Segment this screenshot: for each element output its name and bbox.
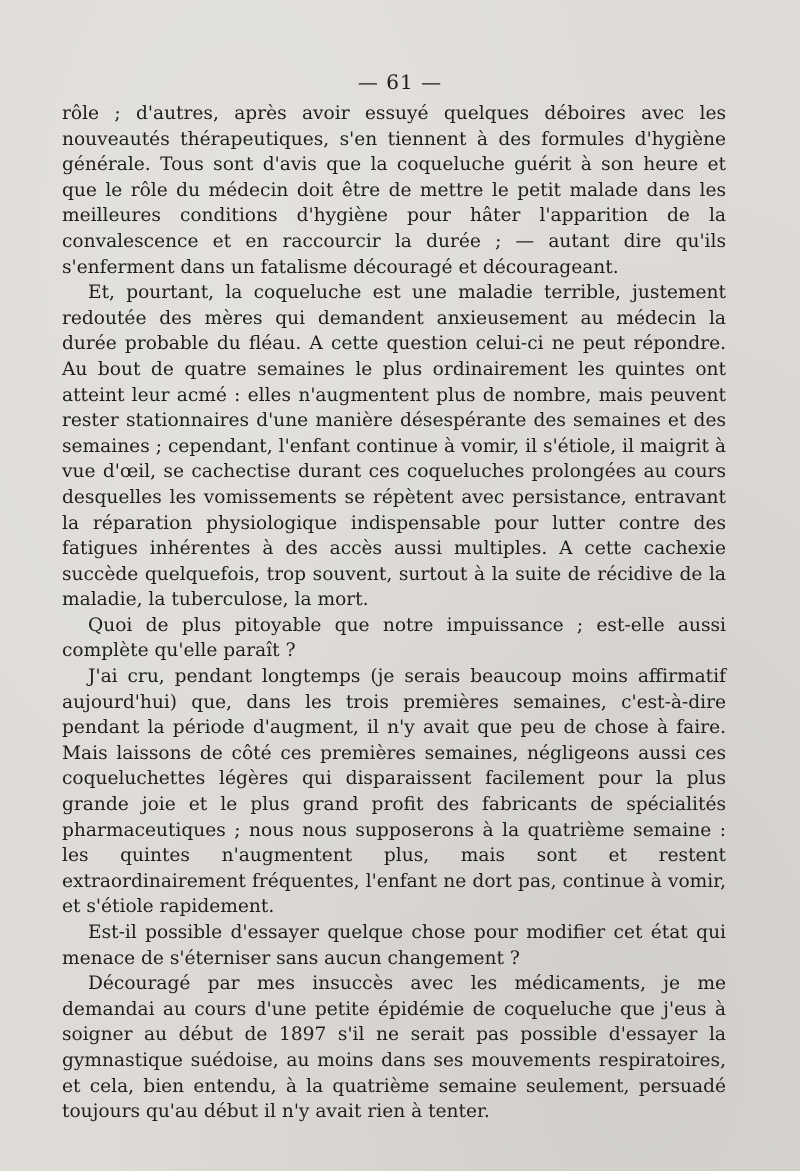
body-text [62, 101, 726, 1125]
paragraph-3: Quoi de plus pitoyable que notre impuissance ; est-elle aussi complète qu'elle paraît ? [62, 614, 726, 662]
paragraph-5: Est-il possible d'essayer quelque chose pour modifier cet état qui menace de s'éterniser sans aucun changement ? [62, 922, 726, 969]
page-number: — 61 — [357, 70, 443, 94]
paragraph-1: rôle ; d'autres, après avoir essuyé quelques déboires avec les nouveautés thérapeutiques, s'en tiennent à des formules d'hygiène générale. Tous sont d'avis que la coqueluche guérit à son heure et que le rôle du médecin doit être de mettre le petit malade dans les meilleures conditions d'hygiène pour hâter l'apparition de la convalescence et en raccourcir la durée ; — autant dire qu'ils s'enferment dans un fatalisme découragé et décourageant. [62, 103, 726, 278]
paragraph-4: J'ai cru, pendant longtemps (je serais beaucoup moins affirmatif aujourd'hui) que, dans les trois premières semaines, c'est-à-dire pendant la période d'augment, il n'y avait que peu de chose à faire. Mais laissons de côté ces premières semaines, négligeons aussi ces coqueluchettes légères qui disparaissent facilement pour la plus grande joie et le plus grand profit des fabricants de spécialités pharmaceutiques ; nous nous supposerons à la quatrième semaine : les quintes n'augmentent plus, mais sont et restent extraordinairement fréquentes, l'enfant ne dort pas, continue à vomir, et s'étiole rapidement. [62, 666, 726, 918]
paragraph-6: Découragé par mes insuccès avec les médicaments, je me demandai au cours d'une petite épidémie de coqueluche que j'eus à soigner au début de 1897 s'il ne serait pas possible d'essayer la gymnastique suédoise, au moins dans ses mouvements respiratoires, et cela, bien entendu, à la quatrième semaine seulement, persuadé toujours qu'au début il n'y avait rien à tenter. [62, 973, 726, 1123]
paragraph-2: Et, pourtant, la coqueluche est une maladie terrible, justement redoutée des mères qui demandent anxieusement au médecin la durée probable du fléau. A cette question celui-ci ne peut répondre. Au bout de quatre semaines le plus ordinairement les quintes ont atteint leur acmé : elles n'augmentent plus de nombre, mais peuvent rester stationnaires d'une manière désespérante des semaines et des semaines ; cependant, l'enfant continue à vomir, il s'étiole, il maigrit à vue d'œil, se cachectise durant ces coqueluches prolongées au cours desquelles les vomissements se répètent avec persistance, entravant la réparation physiologique indispensable pour lutter contre des fatigues inhérentes à des accès aussi multiples. A cette cachexie succède quelquefois, trop souvent, surtout à la suite de récidive de la maladie, la tuberculose, la mort. [62, 282, 726, 611]
